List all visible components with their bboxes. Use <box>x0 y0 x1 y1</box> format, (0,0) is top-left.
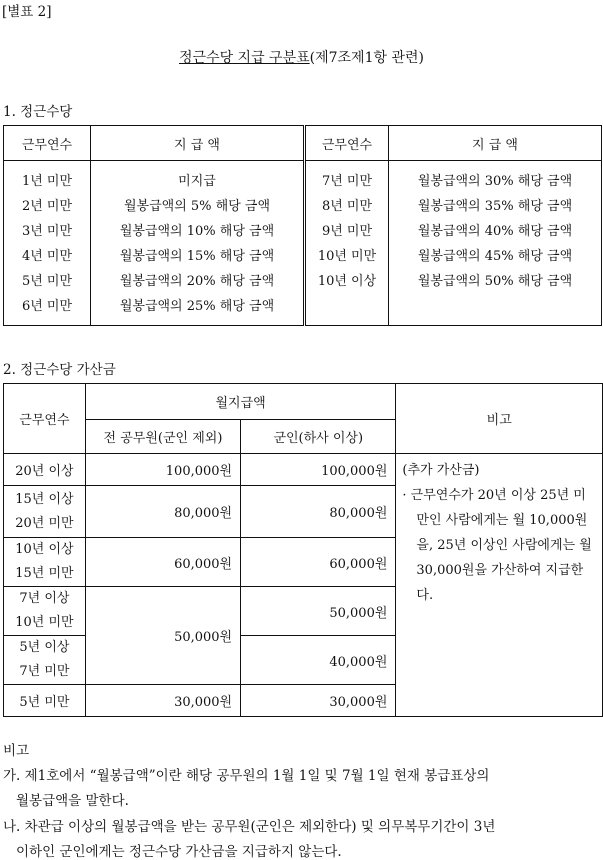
years-line: 7년 이상 <box>19 591 70 606</box>
years-cell <box>4 587 86 636</box>
empty-cell <box>389 292 602 326</box>
years-cell <box>4 538 86 587</box>
table-header-row <box>4 384 603 420</box>
years-cell: 5년 미만 <box>4 685 86 717</box>
years-cell: 2년 미만 <box>4 192 91 217</box>
remark-item: 나. 차관급 이상의 월봉급액을 받는 공무원(군인은 제외한다) 및 의무복무기간이 3년 <box>3 819 496 835</box>
civil-cell: 80,000원 <box>85 486 240 538</box>
military-cell: 100,000원 <box>241 454 396 486</box>
amount-cell: 월봉급액의 35% 해당 금액 <box>389 192 602 217</box>
years-cell: 9년 미만 <box>305 217 389 242</box>
title-main: 정근수당 지급 구분표 <box>179 50 310 66</box>
header-monthly: 월지급액 <box>85 384 396 420</box>
years-cell: 6년 미만 <box>4 292 91 326</box>
amount-cell: 월봉급액의 15% 해당 금액 <box>91 242 305 267</box>
table-row <box>4 192 602 217</box>
amount-cell: 월봉급액의 30% 해당 금액 <box>389 161 602 193</box>
amount-cell: 미지급 <box>91 161 305 193</box>
empty-cell <box>305 292 389 326</box>
years-cell: 7년 미만 <box>305 161 389 193</box>
section2-heading: 2. 정근수당 가산금 <box>3 362 116 378</box>
header-years: 근무연수 <box>305 126 389 161</box>
years-line: 15년 미만 <box>15 566 74 581</box>
remark-item-cont: 월봉급액을 말한다. <box>16 793 129 809</box>
table-row <box>4 161 602 193</box>
table-header-row <box>4 126 602 161</box>
remark-item-cont: 이하인 군인에게는 정근수당 가산금을 지급하지 않는다. <box>16 844 342 860</box>
years-cell: 5년 미만 <box>4 267 91 292</box>
military-cell: 50,000원 <box>241 587 396 636</box>
civil-cell: 50,000원 <box>85 587 240 685</box>
amount-cell: 월봉급액의 20% 해당 금액 <box>91 267 305 292</box>
page-title <box>0 47 603 67</box>
table-row <box>4 454 603 486</box>
header-military: 군인(하사 이상) <box>241 420 396 454</box>
military-cell: 40,000원 <box>241 636 396 685</box>
amount-cell: 월봉급액의 25% 해당 금액 <box>91 292 305 326</box>
table-row <box>4 267 602 292</box>
years-line: 10년 미만 <box>15 615 74 630</box>
title-suffix: (제7조제1항 관련) <box>309 50 424 66</box>
military-cell: 30,000원 <box>241 685 396 717</box>
military-cell: 60,000원 <box>241 538 396 587</box>
years-cell <box>4 486 86 538</box>
table-row <box>4 217 602 242</box>
civil-cell: 60,000원 <box>85 538 240 587</box>
table-row <box>4 292 602 326</box>
amount-cell: 월봉급액의 5% 해당 금액 <box>91 192 305 217</box>
civil-cell: 30,000원 <box>85 685 240 717</box>
years-cell: 10년 이상 <box>305 267 389 292</box>
note-cell <box>396 454 603 717</box>
years-line: 7년 미만 <box>19 664 70 679</box>
years-cell: 20년 이상 <box>4 454 86 486</box>
amount-cell: 월봉급액의 50% 해당 금액 <box>389 267 602 292</box>
annex-tag: [별표 2] <box>2 4 52 20</box>
years-line: 10년 이상 <box>15 542 74 557</box>
years-line: 15년 이상 <box>15 491 74 507</box>
years-line: 5년 이상 <box>19 640 70 655</box>
military-cell: 80,000원 <box>241 486 396 538</box>
allowance-table <box>3 125 602 326</box>
table-row <box>4 242 602 267</box>
years-cell <box>4 636 86 685</box>
years-cell: 1년 미만 <box>4 161 91 193</box>
note-body: · 근무연수가 20년 이상 25년 미만인 사람에게는 월 10,000원을, 25년 이상인 사람에게는 월 30,000원을 가산하여 지급한다. <box>402 488 592 603</box>
section1-heading: 1. 정근수당 <box>3 104 73 120</box>
years-line: 20년 미만 <box>15 515 74 531</box>
header-civil: 전 공무원(군인 제외) <box>85 420 240 454</box>
years-cell: 3년 미만 <box>4 217 91 242</box>
civil-cell: 100,000원 <box>85 454 240 486</box>
years-cell: 8년 미만 <box>305 192 389 217</box>
amount-cell: 월봉급액의 45% 해당 금액 <box>389 242 602 267</box>
header-amount: 지 급 액 <box>389 126 602 161</box>
bonus-table <box>3 383 603 717</box>
header-amount: 지 급 액 <box>91 126 305 161</box>
header-note: 비고 <box>396 384 603 454</box>
years-cell: 10년 미만 <box>305 242 389 267</box>
years-cell: 4년 미만 <box>4 242 91 267</box>
header-years: 근무연수 <box>4 384 86 454</box>
remark-item: 가. 제1호에서 “월봉급액”이란 해당 공무원의 1월 1일 및 7월 1일 현재 봉급표상의 <box>3 768 490 784</box>
remarks-heading: 비고 <box>3 743 30 759</box>
amount-cell: 월봉급액의 10% 해당 금액 <box>91 217 305 242</box>
header-years: 근무연수 <box>4 126 91 161</box>
amount-cell: 월봉급액의 40% 해당 금액 <box>389 217 602 242</box>
note-head: (추가 가산금) <box>402 463 480 478</box>
